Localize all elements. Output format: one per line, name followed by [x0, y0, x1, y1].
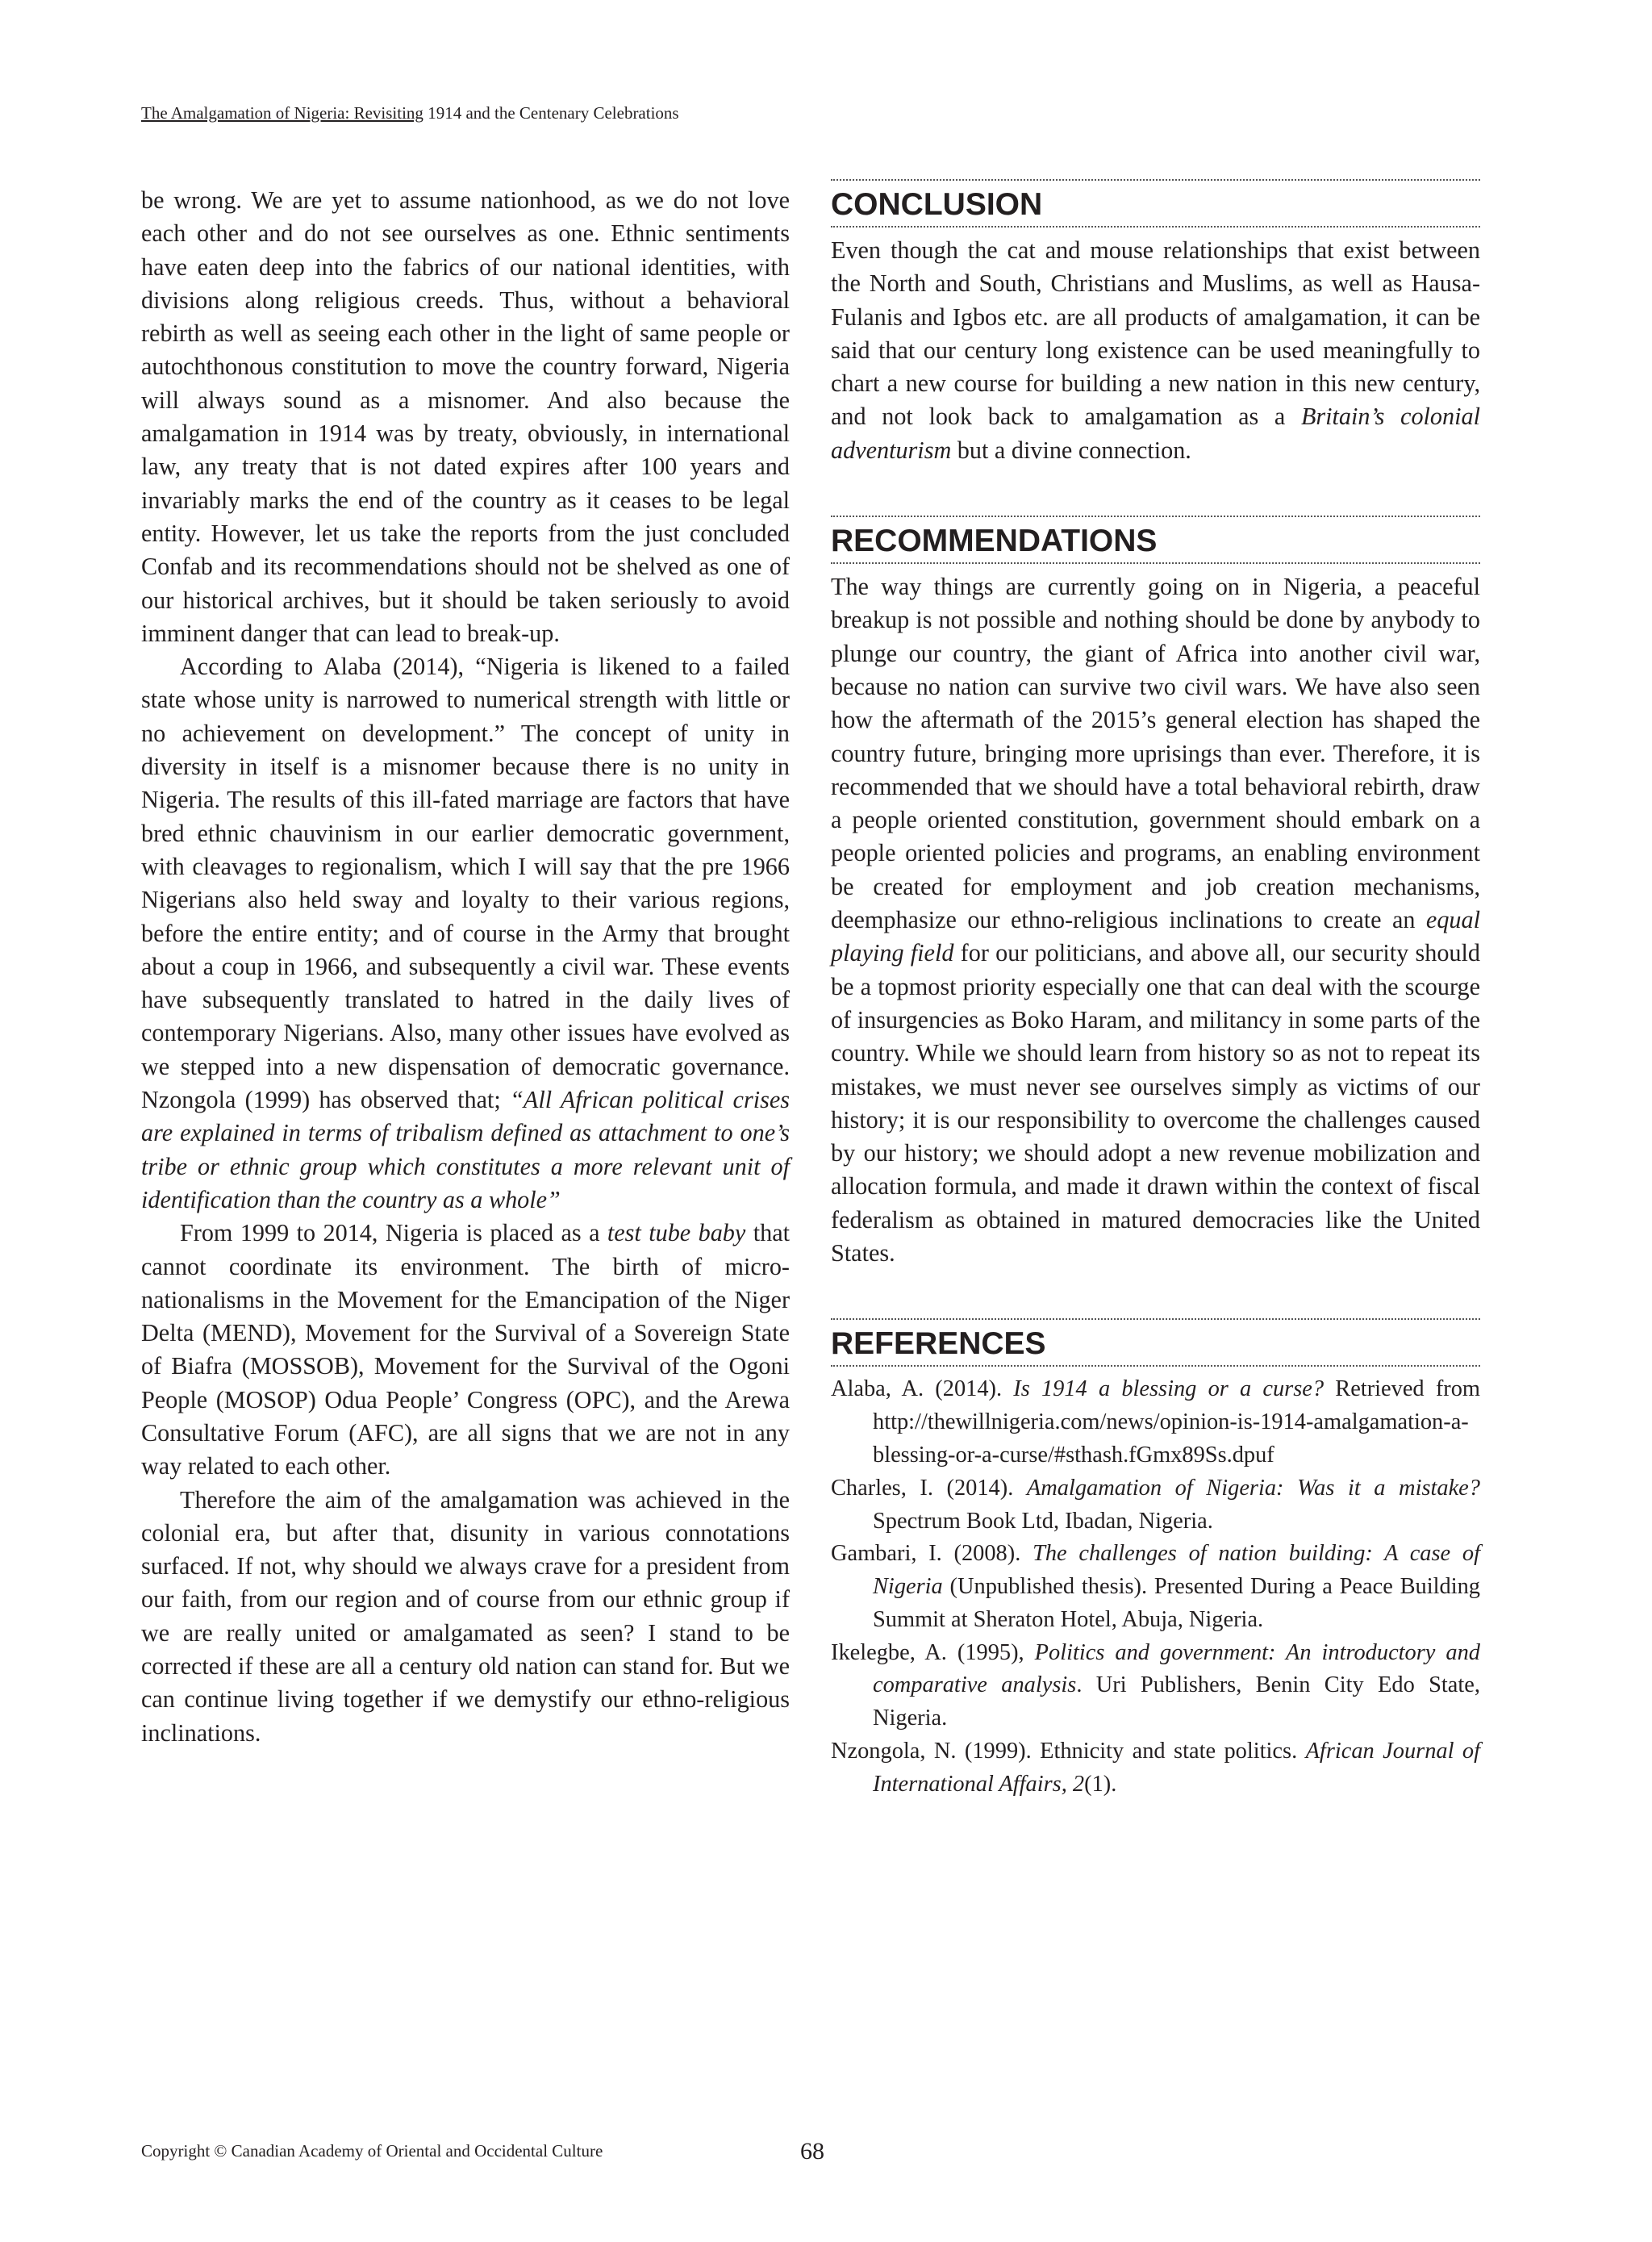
reference-title: The challenges of nation building: A case of Nigeria [873, 1541, 1480, 1600]
reference-title: Politics and government: An introductory and comparative analysis [873, 1639, 1480, 1698]
reference-details: Retrieved from http://thewillnigeria.com/news/opinion-is-1914-amalgamation-a-blessing-or-a-curse/#sthash.fGmx89Ss.dpuf [873, 1376, 1480, 1468]
reference-title: African Journal of International Affairs, 2 [873, 1739, 1480, 1797]
reference-details: . Uri Publishers, Benin City Edo State, Nigeria. [873, 1672, 1480, 1731]
reference-item [831, 1637, 1480, 1735]
reference-details: Spectrum Book Ltd, Ibadan, Nigeria. [873, 1508, 1213, 1534]
reference-author: Ikelegbe, A. (1995), [831, 1639, 1035, 1665]
conclusion-text-b: but a divine connection. [951, 436, 1191, 464]
copyright-footer: Copyright © Canadian Academy of Oriental and Occidental Culture [141, 2141, 603, 2161]
running-header-underlined: The Amalgamation of Nigeria: Revisiting [141, 103, 423, 123]
conclusion-text [831, 234, 1480, 467]
paragraph-4: Therefore the aim of the amalgamation was achieved in the colonial era, but after that, disunity in various connotations surfaced. If not, why should we always crave for a president from our faith, from our region and of course from our ethnic group if we are really united or amalgamated as seen? I stand to be corrected if these are all a century old nation can stand for. But we can continue living together if we demystify our ethno-religious inclinations. [141, 1485, 790, 1747]
paragraph-2 [141, 650, 790, 1217]
nzongola-quote: “All African political crises are explained in terms of tribalism defined as attachment to one’s tribe or ethnic group which constitutes a more relevant unit of identification than the country as a whole” [141, 1086, 790, 1213]
conclusion-emphasis: Britain’s colonial adventurism [831, 403, 1480, 464]
reference-item [831, 1538, 1480, 1636]
recommendations-text-a: The way things are currently going on in Nigeria, a peaceful breakup is not possible and nothing should be done by anybody to plunge our country, the giant of Africa into another civil war, because no nation can survive two civil wars. We have also seen how the aftermath of the 2015’s general election has shaped the country future, bringing more uprisings than ever. Therefore, it is recommended that we should have a total behavioral rebirth, draw a people oriented constitution, government should embark on a people oriented policies and programs, an enabling environment be created for employment and job creation mechanisms, deemphasize our ethno-religious inclinations to create an [831, 573, 1480, 934]
running-header-rest: 1914 and the Centenary Celebrations [423, 103, 679, 123]
conclusion-heading: CONCLUSION [831, 179, 1480, 228]
recommendations-text [831, 570, 1480, 1270]
reference-author: Charles, I. (2014). [831, 1475, 1027, 1501]
reference-item [831, 1373, 1480, 1472]
running-header [141, 103, 679, 123]
reference-title: Is 1914 a blessing or a curse? [1013, 1376, 1325, 1402]
reference-title: Amalgamation of Nigeria: Was it a mistake? [1026, 1475, 1480, 1501]
recommendations-emphasis: equal playing field [831, 906, 1480, 967]
page-number: 68 [800, 2138, 824, 2165]
paragraph-3-text-a: From 1999 to 2014, Nigeria is placed as a [180, 1219, 607, 1247]
reference-item [831, 1735, 1480, 1802]
section-spacer [831, 467, 1480, 516]
reference-details: (1). [1084, 1771, 1117, 1797]
right-column [831, 179, 1480, 1802]
paragraph-3-text-b: that cannot coordinate its environment. The birth of micro-nationalisms in the Movement for the Emancipation of the Niger Delta (MEND), Movement for the Survival of a Sovereign State of Biafra (MOSSOB), Movement for the Survival of the Ogoni People (MOSOP) Odua People’ Congress (OPC), and the Arewa Consultative Forum (AFC), are all signs that we are not in any way related to each other. [141, 1219, 790, 1480]
paragraph-3 [141, 1217, 790, 1483]
section-spacer [831, 1270, 1480, 1318]
reference-item [831, 1472, 1480, 1539]
recommendations-heading: RECOMMENDATIONS [831, 516, 1480, 564]
paragraph-1: be wrong. We are yet to assume nationhood, as we do not love each other and do not see ourselves as one. Ethnic sentiments have eaten deep into the fabrics of our national identities, with divisions along religious creeds. Thus, without a behavioral rebirth as well as seeing each other in the light of same people or autochthonous constitution to move the country forward, Nigeria will always sound as a misnomer. And also because the amalgamation in 1914 was by treaty, obviously, in international law, any treaty that is not dated expires after 100 years and invariably marks the end of the country as it ceases to be legal entity. However, let us take the reports from the just concluded Confab and its recommendations should not be shelved as one of our historical archives, but it should be taken seriously to avoid imminent danger that can lead to break-up. [141, 186, 790, 647]
reference-list [831, 1373, 1480, 1801]
reference-author: Nzongola, N. (1999). Ethnicity and state politics. [831, 1739, 1306, 1764]
conclusion-text-a: Even though the cat and mouse relationships that exist between the North and South, Christians and Muslims, as well as Hausa-Fulanis and Igbos etc. are all products of amalgamation, it can be said that our century long existence can be used meaningfully to chart a new course for building a new nation in this new century, and not look back to amalgamation as a [831, 236, 1480, 431]
reference-author: Gambari, I. (2008). [831, 1541, 1033, 1567]
paragraph-2-text: According to Alaba (2014), “Nigeria is likened to a failed state whose unity is narrowed to numerical strength with little or no achievement on development.” The concept of unity in diversity in itself is a misnomer because there is no unity in Nigeria. The results of this ill-fated marriage are factors that have bred ethnic chauvinism in our earlier democratic government, with cleavages to regionalism, which I will say that the pre 1966 Nigerians also held sway and loyalty to their various regions, before the entire entity; and of course in the Army that brought about a coup in 1966, and subsequently a civil war. These events have subsequently translated to hatred in the daily lives of contemporary Nigerians. Also, many other issues have evolved as we stepped into a new dispensation of democratic governance. Nzongola (1999) has observed that; [141, 653, 790, 1114]
reference-author: Alaba, A. (2014). [831, 1376, 1014, 1402]
left-column [141, 184, 790, 1750]
reference-details: (Unpublished thesis). Presented During a Peace Building Summit at Sheraton Hotel, Abuja, Nigeria. [873, 1574, 1480, 1632]
references-heading: REFERENCES [831, 1318, 1480, 1367]
recommendations-text-b: for our politicians, and above all, our security should be a topmost priority especially one that can deal with the scourge of insurgencies as Boko Haram, and militancy in some parts of the country. While we should learn from history so as not to repeat its mistakes, we must never see ourselves simply as victims of our history; it is our responsibility to overcome the challenges caused by our history; we should adopt a new revenue mobilization and allocation formula, and made it drawn within the context of fiscal federalism as obtained in matured democracies like the United States. [831, 939, 1480, 1267]
paragraph-3-emphasis: test tube baby [607, 1219, 746, 1247]
